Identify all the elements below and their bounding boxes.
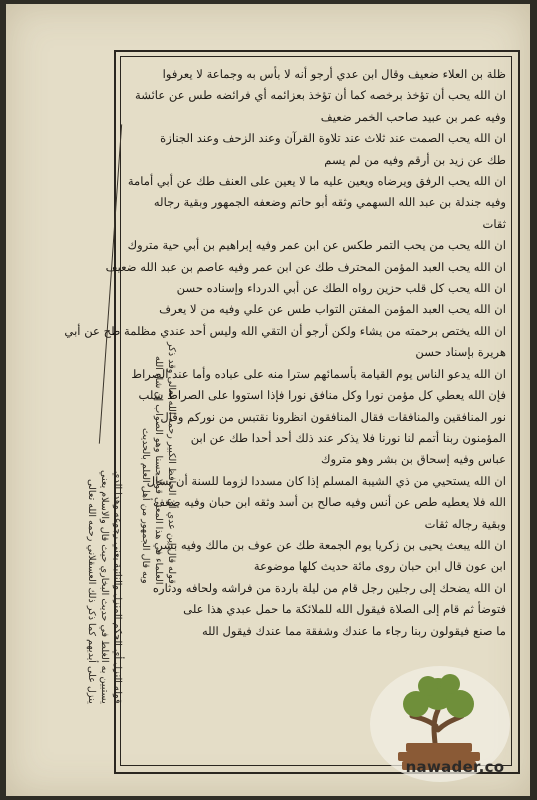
text-line: نور المنافقين والمنافقات فقال المنافقون انظرونا نقتبس من نوركم وقال — [160, 409, 506, 424]
text-line: ان الله يضحك إلى رجلين رجل قام من ليلة باردة من فراشه ولحافه ودثاره — [152, 580, 506, 595]
margin-note-line: ينزل على أيديهم كما ذكر ذلك العسقلاني رحمه الله تعالى — [86, 479, 97, 704]
text-line: ابن عون قال ابن حبان روى مائة حديث كلها موضوعة — [253, 559, 506, 574]
text-line: ان الله يبعث يحيى بن زكريا يوم الجمعة طك عن عوف بن مالك وفيه بشر — [157, 537, 506, 552]
text-line: ان الله يحب العبد المؤمن المحترف طك عن ابن عمر وفيه عاصم بن عبد الله ضعيف — [105, 259, 506, 274]
text-line: ان الله يدعو الناس يوم القيامة بأسمائهم سترا منه على عباده وأما عند الصراط — [131, 366, 506, 381]
text-line: طك عن زيد بن أرقم وفيه من لم يسم — [324, 152, 506, 167]
text-line: ثقات — [482, 216, 506, 231]
text-line: عباس وفيه إسحاق بن بشر وهو متروك — [321, 452, 506, 467]
text-line: ان الله يحب العبد المؤمن المفتن التواب طس عن علي وفيه من لا يعرف — [159, 302, 506, 317]
text-line: ما صنع فيقولون ربنا رجاء ما عندك وشفقة مما عندك فيقول الله — [201, 623, 506, 638]
margin-note-line: قوله النزل أي الحكم المنزل والنائبة يعني رجوعه وهذا الذي — [112, 471, 123, 704]
text-line: فإن الله يعطي كل مؤمن نورا وكل منافق نورا فإذا استووا على الصراط سلب — [138, 388, 506, 403]
text-line: الله فلا يعطيه طص عن أنس وفيه صالح بن أسد وثقه ابن حبان وفيه ضعف — [153, 495, 506, 510]
text-line: وفيه جندلة بن عبد الله السهمي وثقه أبو حاتم وضعفه الجمهور وبقية رجاله — [153, 195, 506, 210]
text-line: ان الله يستحيي من ذي الشيبة المسلم إذا كان مسددا لزوما للسنة أن يسأل — [146, 473, 506, 488]
text-line: ان الله يحب من يحب التمر طكس عن ابن عمر وفيه إبراهيم بن أبي حية متروك — [127, 238, 506, 253]
text-line: ان الله يحب كل قلب حزين رواه الطك عن أبي الدرداء وإسناده حسن — [176, 281, 506, 296]
text-line: وفيه عمر بن عبيد صاحب الخمر ضعيف — [320, 109, 506, 124]
margin-note-line: قوله قال ابن عدي أي الحافظ الكبير رحمه الله تعالى وقد ذكر — [166, 342, 177, 584]
margin-note-line: يستبين به الغلط في حديث البخاري حيث قال والاسلام يعني — [99, 470, 110, 704]
margin-note-outer — [16, 64, 124, 704]
margin-note-line: وبه قال الجمهور من أهل العلم بالحديث — [140, 428, 151, 584]
text-line: ان الله يختص برحمته من يشاء ولكن أرجو أن التقي الله وليس أحد عندي مظلمة طح عن أبي — [64, 323, 506, 338]
text-line: ان الله يحب الصمت عند ثلاث عند تلاوة القرآن وعند الزحف وعند الجنازة — [160, 131, 506, 146]
watermark-site-text: nawader.co — [405, 758, 505, 776]
text-line: فتوضأ ثم قام إلى الصلاة فيقول الله للملائكة ما حمل عبدي هذا على — [183, 602, 506, 617]
text-line: وبقية رجاله ثقات — [424, 516, 506, 531]
text-line: هريرة بإسناد حسن — [415, 345, 506, 360]
text-line: المؤمنون ربنا أتمم لنا نورنا فلا يذكر عند ذلك أحد أحدا طك عن ابن — [190, 430, 506, 445]
text-line: ظلة بن العلاء ضعيف وقال ابن عدي أرجو أنه لا بأس به وجماعة لا يعرفوا — [162, 67, 506, 81]
margin-note-line: العلماء في هذا المعنى قولا حسنا وهو الصواب إن شاء الله — [153, 355, 164, 584]
text-line: ان الله يحب الرفق ويرضاه ويعين عليه ما لا يعين على العنف طك عن أبي أمامة — [127, 174, 506, 189]
text-line: ان الله يحب أن تؤخذ برخصه كما أن تؤخذ بعزائمه أي فرائضه طس عن عائشة — [135, 88, 506, 103]
